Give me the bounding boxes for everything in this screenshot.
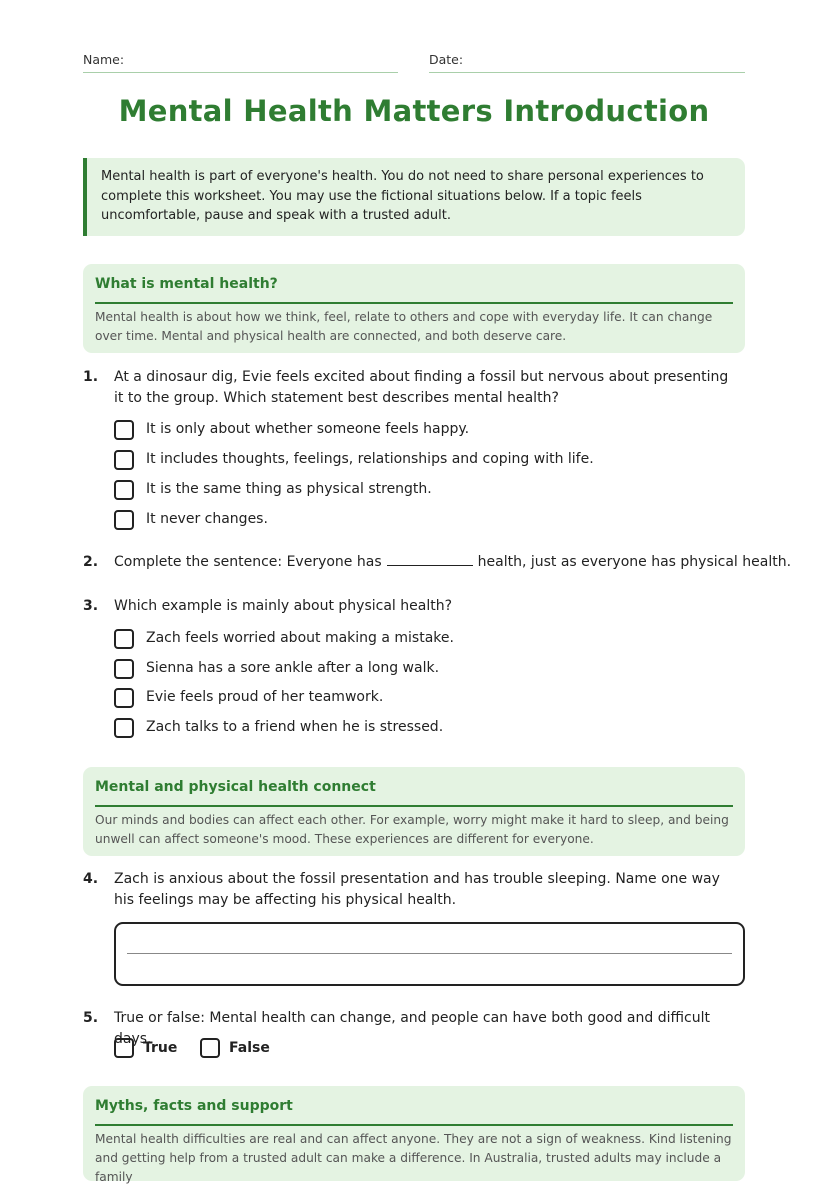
option-label: It never changes. bbox=[146, 511, 268, 527]
question-text: Which example is mainly about physical health? bbox=[114, 598, 453, 614]
option-label: False bbox=[229, 1040, 270, 1056]
date-label: Date: bbox=[429, 52, 464, 67]
date-field[interactable] bbox=[429, 52, 745, 73]
sentence-start: Complete the sentence: Everyone has bbox=[114, 554, 382, 570]
name-field[interactable] bbox=[83, 52, 398, 73]
question-number: 3. bbox=[83, 598, 99, 614]
question-text: True or false: Mental health can change, and people can have both good and difficult days. bbox=[114, 1010, 710, 1047]
section-what-is-mental-health bbox=[83, 264, 745, 353]
option-label: Evie feels proud of her teamwork. bbox=[146, 689, 384, 705]
section-heading: What is mental health? bbox=[95, 264, 733, 304]
checkbox[interactable] bbox=[114, 659, 134, 679]
section-body: Mental health difficulties are real and can affect anyone. They are not a sign of weakness. Kind listening and getting help from a trusted adult can make a difference. In Australia, trusted adults may include a family bbox=[95, 1132, 732, 1184]
question-number: 4. bbox=[83, 871, 99, 887]
checkbox[interactable] bbox=[114, 480, 134, 500]
section-body: Mental health is about how we think, feel, relate to others and cope with everyday life. It can change over time. Mental and physical health are connected, and both deserve care. bbox=[95, 310, 713, 343]
option-label: Sienna has a sore ankle after a long walk. bbox=[146, 660, 440, 676]
option-label: It includes thoughts, feelings, relationships and coping with life. bbox=[146, 451, 594, 467]
option-label: Zach talks to a friend when he is stressed. bbox=[146, 719, 444, 735]
question-text: At a dinosaur dig, Evie feels excited about finding a fossil but nervous about presenting it to the group. Which statement best describes mental health? bbox=[114, 369, 729, 406]
section-body: Our minds and bodies can affect each other. For example, worry might make it hard to sleep, and being unwell can affect someone's mood. These experiences are different for everyone. bbox=[95, 813, 729, 846]
intro-callout: Mental health is part of everyone's health. You do not need to share personal experiences to complete this worksheet. You may use the fictional situations below. If a topic feels uncomfortable, pause and speak with a trusted adult. bbox=[83, 158, 745, 236]
checkbox[interactable] bbox=[114, 420, 134, 440]
answer-box[interactable] bbox=[114, 922, 745, 986]
name-date-row bbox=[83, 52, 745, 74]
question-text bbox=[114, 552, 792, 573]
name-label: Name: bbox=[83, 52, 125, 67]
checkbox[interactable] bbox=[114, 510, 134, 530]
checkbox[interactable] bbox=[114, 629, 134, 649]
option-label: Zach feels worried about making a mistake. bbox=[146, 630, 454, 646]
option-label: It is only about whether someone feels happy. bbox=[146, 421, 470, 437]
question-number: 1. bbox=[83, 369, 99, 385]
option-label: True bbox=[143, 1040, 178, 1056]
section-myths-facts-support bbox=[83, 1086, 745, 1184]
section-heading: Mental and physical health connect bbox=[95, 767, 733, 807]
answer-line bbox=[127, 953, 732, 954]
sentence-end: health, just as everyone has physical health. bbox=[477, 554, 792, 570]
question-text: Zach is anxious about the fossil presentation and has trouble sleeping. Name one way his feelings may be affecting his physical health. bbox=[114, 871, 720, 908]
checkbox[interactable] bbox=[114, 450, 134, 470]
checkbox[interactable] bbox=[114, 688, 134, 708]
option-label: It is the same thing as physical strength. bbox=[146, 481, 432, 497]
question-number: 5. bbox=[83, 1010, 99, 1026]
fill-in-blank[interactable] bbox=[387, 553, 473, 566]
section-mental-physical-connect bbox=[83, 767, 745, 856]
question-number: 2. bbox=[83, 554, 99, 570]
page-title: Mental Health Matters Introduction bbox=[118, 94, 710, 128]
checkbox[interactable] bbox=[114, 718, 134, 738]
section-heading: Myths, facts and support bbox=[95, 1086, 733, 1126]
checkbox[interactable] bbox=[200, 1038, 220, 1058]
checkbox[interactable] bbox=[114, 1038, 134, 1058]
